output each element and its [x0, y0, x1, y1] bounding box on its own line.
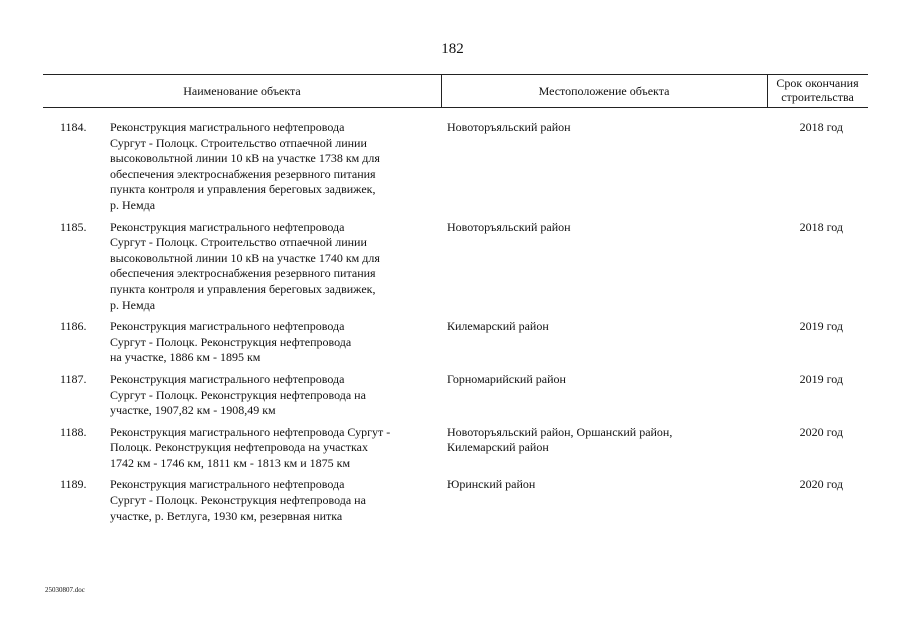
row-location: Юринский район: [447, 477, 536, 492]
row-term: 2019 год: [799, 319, 843, 334]
table-row: [0, 120, 905, 214]
row-term: 2020 год: [799, 424, 843, 439]
row-location: Новоторъяльский район: [447, 120, 571, 134]
table-row: [0, 372, 905, 419]
column-header-name: Наименование объекта: [183, 84, 301, 98]
row-term: 2018 год: [799, 120, 843, 134]
row-number: 1185.: [60, 219, 87, 234]
row-term: 2019 год: [799, 371, 843, 386]
row-term: 2020 год: [799, 477, 843, 492]
column-header-term-line1: Срок окончания: [776, 76, 859, 90]
row-location: Горномарийский район: [447, 371, 566, 386]
row-object-name: Реконструкция магистрального нефтепровода Сургут - Полоцк. Реконструкция нефтепровода на участках 1742 км - 1746 км, 1811 км - 1813 км и 1875 км: [110, 424, 391, 470]
row-number: 1187.: [60, 371, 87, 386]
page-number: 182: [441, 41, 464, 57]
row-number: 1188.: [60, 424, 87, 439]
document-filename: 25030807.doc: [45, 586, 85, 594]
row-location: Новоторъяльский район: [447, 219, 571, 234]
row-object-name: Реконструкция магистрального нефтепровода Сургут - Полоцк. Реконструкция нефтепровода на участке, р. Ветлуга, 1930 км, резервная нитка: [110, 477, 366, 523]
column-header-location: Местоположение объекта: [538, 84, 670, 98]
row-location: Новоторъяльский район, Оршанский район, Килемарский район: [447, 424, 673, 455]
row-location: Килемарский район: [447, 319, 549, 334]
row-object-name: Реконструкция магистрального нефтепровода Сургут - Полоцк. Строительство отпаечной линии высоковольтной линии 10 кВ на участке 1740 км для обеспечения электроснабжения резервного питания пункта контроля и управления береговых задвижек, р. Немда: [110, 219, 380, 312]
row-object-name: Реконструкция магистрального нефтепровода Сургут - Полоцк. Строительство отпаечной линии высоковольтной линии 10 кВ на участке 1738 км для обеспечения электроснабжения резервного питания пункта контроля и управления береговых задвижек, р. Немда: [110, 120, 380, 212]
row-number: 1184.: [60, 120, 87, 134]
row-object-name: Реконструкция магистрального нефтепровода Сургут - Полоцк. Реконструкция нефтепровода на участке, 1886 км - 1895 км: [110, 319, 352, 365]
table-row: [0, 477, 905, 524]
row-term: 2018 год: [799, 219, 843, 234]
table-row: [0, 319, 905, 366]
row-number: 1186.: [60, 319, 87, 334]
table-header-top-rule: [43, 74, 868, 75]
row-number: 1189.: [60, 477, 87, 492]
column-header-term: [767, 76, 868, 104]
table-body: [0, 120, 905, 530]
table-header-bottom-rule: [43, 107, 868, 108]
table-row: [0, 220, 905, 314]
row-object-name: Реконструкция магистрального нефтепровода Сургут - Полоцк. Реконструкция нефтепровода на участке, 1907,82 км - 1908,49 км: [110, 371, 366, 418]
table-row: [0, 425, 905, 472]
column-header-term-line2: строительства: [781, 90, 854, 104]
